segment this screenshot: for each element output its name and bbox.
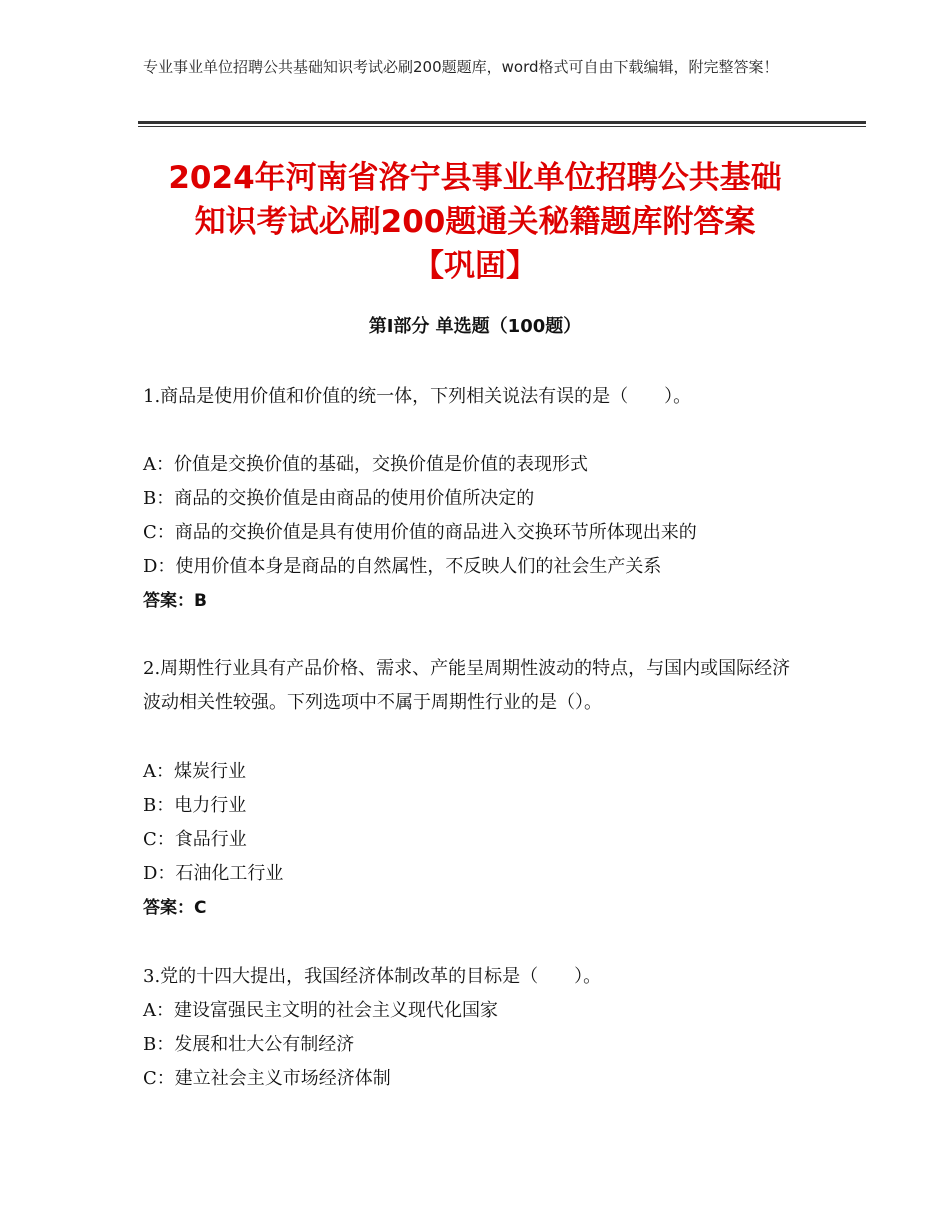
title-line-1: 2024年河南省洛宁县事业单位招聘公共基础	[168, 160, 782, 196]
question-1-option-c: C：商品的交换价值是具有使用价值的商品进入交换环节所体现出来的	[143, 522, 697, 543]
question-3-option-c: C：建立社会主义市场经济体制	[143, 1068, 391, 1089]
question-3-option-b: B：发展和壮大公有制经济	[143, 1034, 355, 1055]
question-2-option-a: A：煤炭行业	[143, 761, 246, 782]
question-3-text: 3.党的十四大提出，我国经济体制改革的目标是（ ）。	[143, 966, 602, 987]
question-2-option-b: B：电力行业	[143, 795, 247, 816]
title-line-2: 知识考试必刷200题通关秘籍题库附答案	[194, 204, 756, 240]
question-3-option-a: A：建设富强民主文明的社会主义现代化国家	[143, 1000, 498, 1021]
title-line-3: 【巩固】	[413, 248, 537, 284]
question-2-option-c: C：食品行业	[143, 829, 247, 850]
header-note: 专业事业单位招聘公共基础知识考试必刷200题题库，word格式可自由下载编辑，附完整答案！	[143, 58, 779, 76]
question-1-option-d: D：使用价值本身是商品的自然属性，不反映人们的社会生产关系	[143, 556, 662, 577]
document-title	[120, 156, 830, 288]
section-heading: 第Ⅰ部分 单选题（100题）	[368, 316, 582, 337]
header-divider-thin	[138, 126, 866, 127]
question-1-option-a: A：价值是交换价值的基础，交换价值是价值的表现形式	[143, 454, 588, 475]
question-1-option-b: B：商品的交换价值是由商品的使用价值所决定的	[143, 488, 535, 509]
question-2-answer: 答案：C	[143, 898, 207, 918]
question-1-text: 1.商品是使用价值和价值的统一体，下列相关说法有误的是（ ）。	[143, 386, 692, 407]
header-divider	[138, 121, 866, 124]
question-1-answer: 答案：B	[143, 591, 207, 611]
question-2-text: 2.周期性行业具有产品价格、需求、产能呈周期性波动的特点，与国内或国际经济波动相关性较强。下列选项中不属于周期性行业的是（）。	[143, 658, 791, 713]
question-2-option-d: D：石油化工行业	[143, 863, 284, 884]
